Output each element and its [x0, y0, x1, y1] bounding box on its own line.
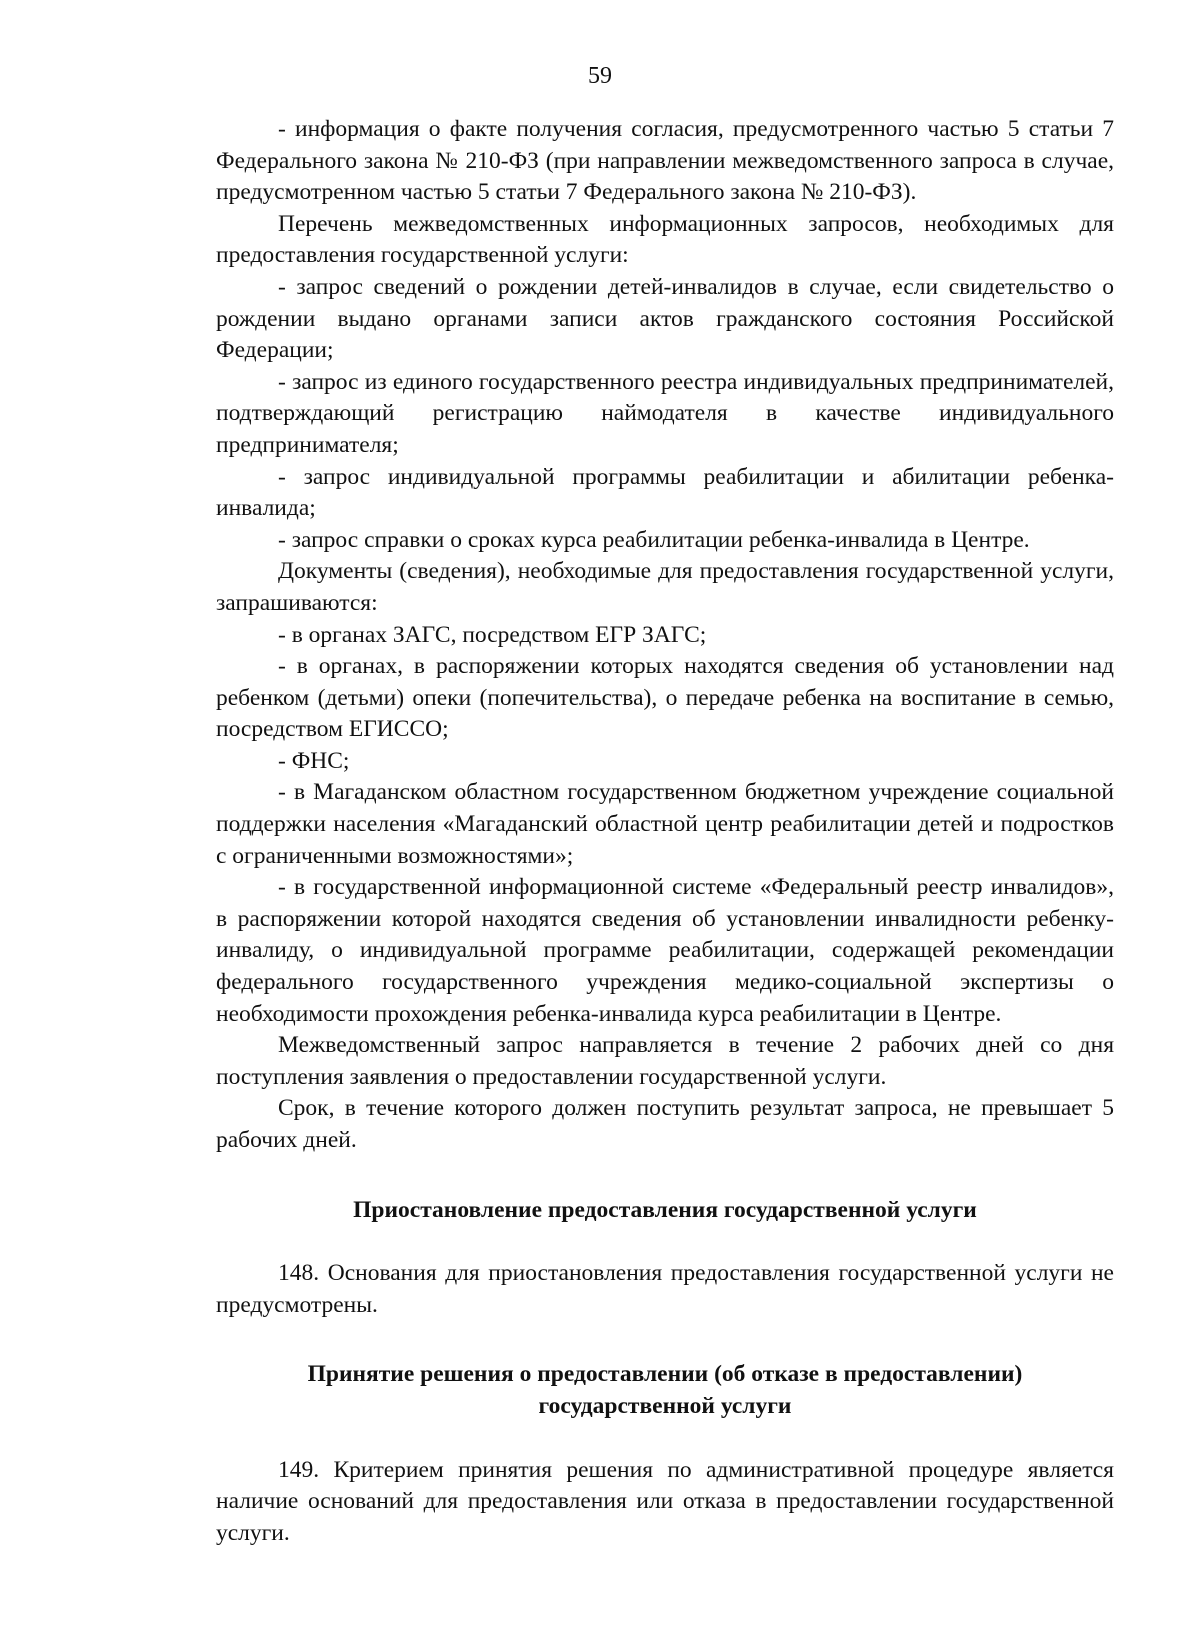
paragraph-request-birth: - запрос сведений о рождении детей-инвалидов в случае, если свидетельство о рождении выдано органами записи актов гражданского состояния Российской Федерации;: [216, 273, 1114, 364]
heading-decision: [216, 1359, 1114, 1422]
paragraph-148: 148. Основания для приостановления предоставления государственной услуги не предусмотрены.: [216, 1260, 1114, 1318]
paragraph-request-deadline: Межведомственный запрос направляется в течение 2 рабочих дней со дня поступления заявления о предоставлении государственной услуги.: [216, 1032, 1114, 1090]
section-gap: [216, 1423, 1114, 1455]
page-number: 59: [588, 63, 612, 89]
paragraph-fns: - ФНС;: [278, 747, 350, 774]
heading-decision-line1: Принятие решения о предоставлении (об отказе в предоставлении): [307, 1361, 1023, 1388]
paragraph-request-ipra: - запрос индивидуальной программы реабилитации и абилитации ребенка-инвалида;: [216, 463, 1114, 522]
paragraph-documents-intro: Документы (сведения), необходимые для предоставления государственной услуги, запрашиваются:: [216, 558, 1114, 616]
paragraph-request-rehab-certificate: - запрос справки о сроках курса реабилитации ребенка-инвалида в Центре.: [278, 526, 1030, 553]
paragraph-149: 149. Критерием принятия решения по административной процедуре является наличие оснований для предоставления или отказа в предоставлении государственной услуги.: [216, 1456, 1114, 1546]
paragraph-magadan-center: - в Магаданском областном государственном бюджетном учреждение социальной поддержки населения «Магаданский областной центр реабилитации детей и подростков с ограниченными возможностями»;: [216, 779, 1114, 869]
paragraph-request-egrip: - запрос из единого государственного реестра индивидуальных предпринимателей, подтверждающий регистрацию наймодателя в качестве индивидуального предпринимателя;: [216, 368, 1114, 458]
section-gap: [216, 1157, 1114, 1195]
section-gap: [216, 1226, 1114, 1258]
paragraph-response-deadline: Срок, в течение которого должен поступить результат запроса, не превышает 5 рабочих дней.: [216, 1095, 1114, 1153]
section-gap: [216, 1321, 1114, 1359]
heading-suspension: Приостановление предоставления государственной услуги: [353, 1196, 977, 1223]
heading-decision-line2: государственной услуги: [538, 1392, 792, 1419]
paragraph-request-list-intro: Перечень межведомственных информационных запросов, необходимых для предоставления государственной услуги:: [216, 210, 1114, 269]
paragraph-disability-registry: - в государственной информационной системе «Федеральный реестр инвалидов», в распоряжении которой находятся сведения об установлении инвалидности ребенку-инвалиду, о индивидуальной программе реабилитации, содержащей рекомендации федерального государственного учреждения медико-социальной экспертизы о необходимости прохождения ребенка-инвалида курса реабилитации в Центре.: [216, 874, 1114, 1027]
paragraph-zags: - в органах ЗАГС, посредством ЕГР ЗАГС;: [278, 621, 707, 648]
paragraph-guardianship: - в органах, в распоряжении которых находятся сведения об установлении над ребенком (детьми) опеки (попечительства), о передаче ребенка на воспитание в семью, посредством ЕГИССО;: [216, 653, 1114, 743]
paragraph-consent-info: - информация о факте получения согласия, предусмотренного частью 5 статьи 7 Федерального закона № 210-ФЗ (при направлении межведомственного запроса в случае, предусмотренном частью 5 статьи 7 Федерального закона № 210-ФЗ).: [216, 116, 1114, 206]
document-body: [216, 114, 1114, 1549]
